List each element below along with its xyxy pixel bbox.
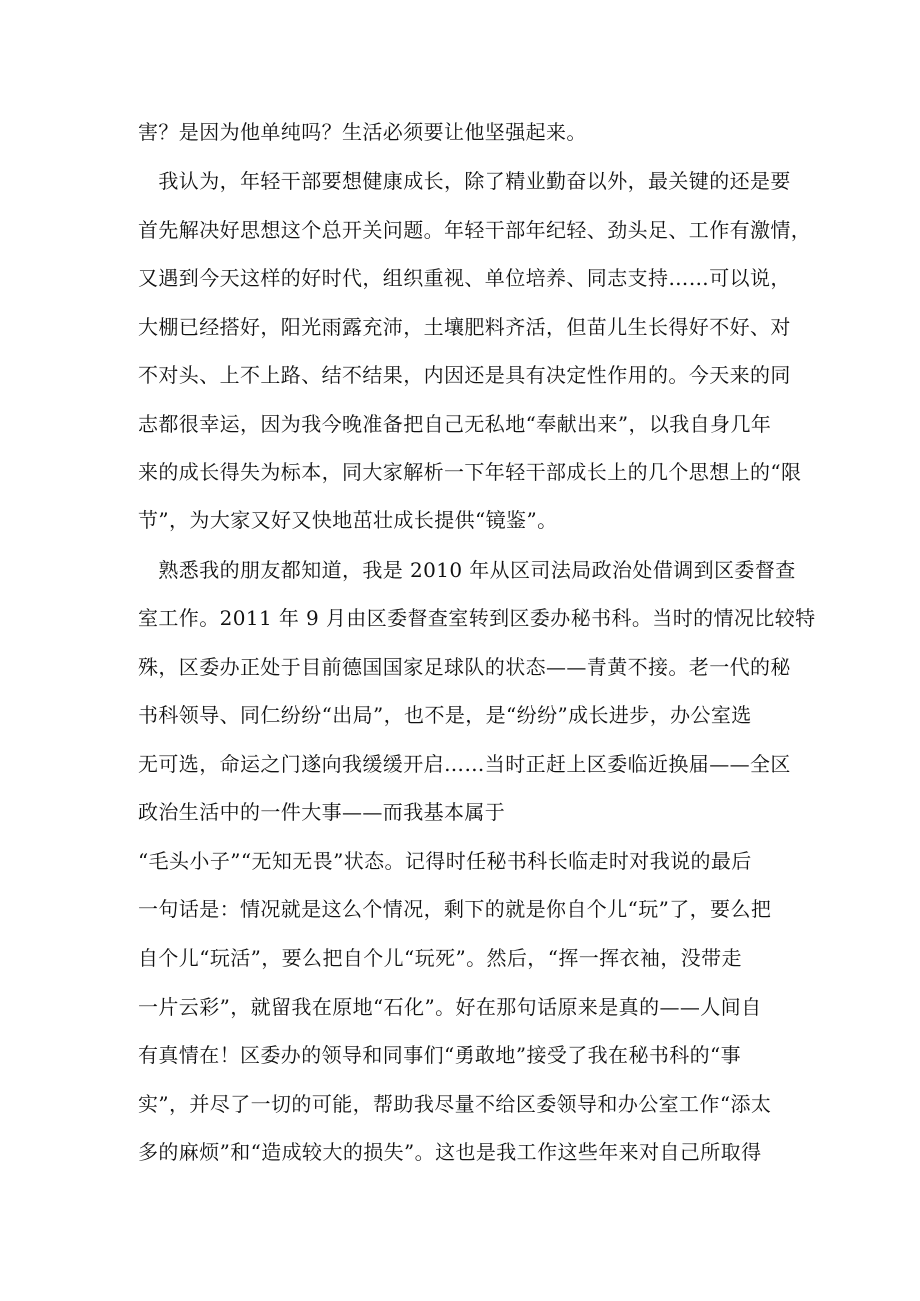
- text-line: 自个儿“玩活”，要么把自个儿“玩死”。然后，“挥一挥衣袖，没带走: [138, 946, 742, 970]
- text-line: 熟悉我的朋友都知道，我是 2010 年从区司法局政治处借调到区委督查: [138, 558, 796, 582]
- text-line: 志都很幸运，因为我今晚准备把自己无私地“奉献出来”，以我自身几年: [138, 412, 772, 436]
- text-line: 一片云彩”，就留我在原地“石化”。好在那句话原来是真的——人间自: [138, 995, 762, 1019]
- text-line: 大棚已经搭好，阳光雨露充沛，土壤肥料齐活，但苗儿生长得好不好、对: [138, 315, 791, 339]
- text-line: 室工作。2011 年 9 月由区委督查室转到区委办秘书科。当时的情况比较特: [138, 606, 816, 630]
- text-line: 一句话是：情况就是这么个情况，剩下的就是你自个儿“玩”了，要么把: [138, 897, 772, 921]
- text-line: 有真情在！区委办的领导和同事们“勇敢地”接受了我在秘书科的“事: [138, 1043, 742, 1067]
- text-line: 多的麻烦”和“造成较大的损失”。这也是我工作这些年来对自己所取得: [138, 1140, 762, 1164]
- text-line: 书科领导、同仁纷纷“出局”，也不是，是“纷纷”成长进步，办公室选: [138, 703, 752, 727]
- text-line: 节”，为大家又好又快地茁壮成长提供“镜鉴”。: [138, 508, 558, 532]
- text-line: 实”，并尽了一切的可能，帮助我尽量不给区委领导和办公室工作“添太: [138, 1092, 772, 1116]
- text-line: 又遇到今天这样的好时代，组织重视、单位培养、同志支持……可以说，: [138, 266, 791, 290]
- text-line: 政治生活中的一件大事——而我基本属于: [138, 800, 506, 824]
- text-line: 害？是因为他单纯吗？生活必须要让他坚强起来。: [138, 120, 587, 144]
- text-line: “毛头小子”“无知无畏”状态。记得时任秘书科长临走时对我说的最后: [138, 849, 752, 873]
- text-line: 殊，区委办正处于目前德国国家足球队的状态——青黄不接。老一代的秘: [138, 655, 791, 679]
- text-line: 来的成长得失为标本，同大家解析一下年轻干部成长上的几个思想上的“限: [138, 460, 802, 484]
- text-line: 不对头、上不上路、结不结果，内因还是具有决定性作用的。今天来的同: [138, 363, 791, 387]
- text-line: 首先解决好思想这个总开关问题。年轻干部年纪轻、劲头足、工作有激情，: [138, 218, 812, 242]
- text-line: 我认为，年轻干部要想健康成长，除了精业勤奋以外，最关键的还是要: [138, 169, 791, 193]
- text-line: 无可选，命运之门遂向我缓缓开启……当时正赶上区委临近换届——全区: [138, 752, 791, 776]
